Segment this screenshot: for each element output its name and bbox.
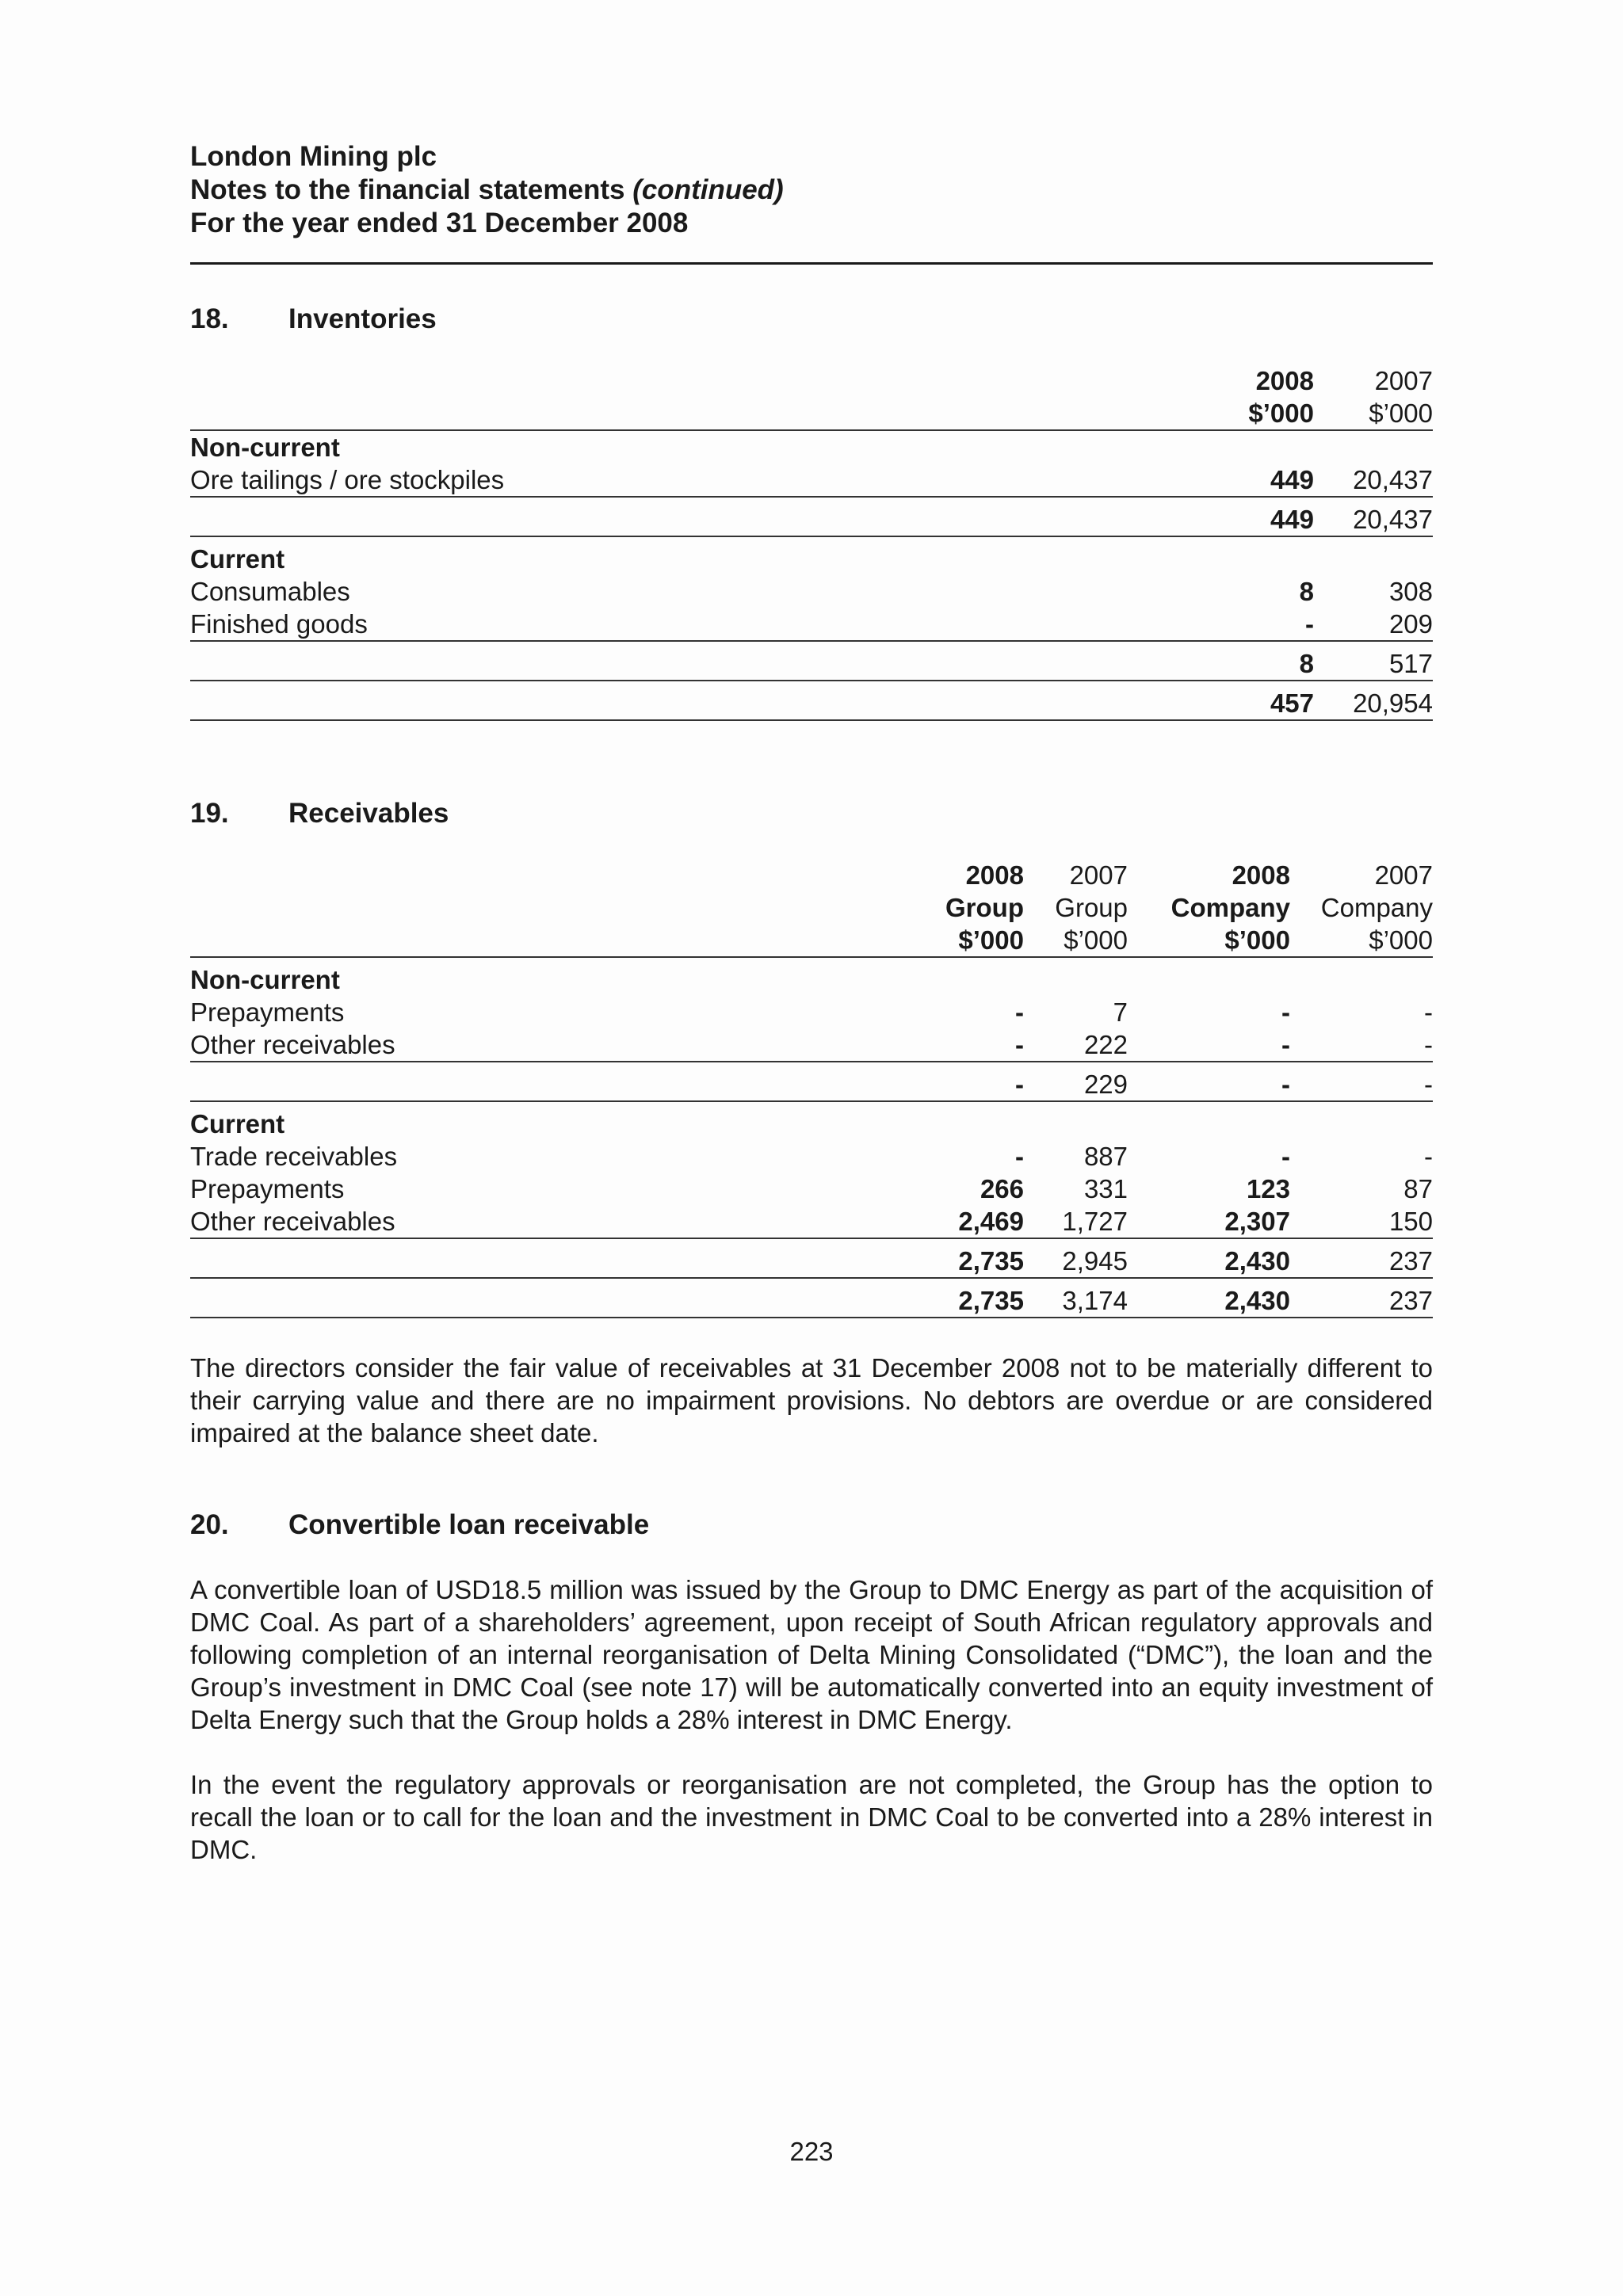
- group-label-row: [190, 536, 1433, 575]
- group-label-row: [190, 1101, 1433, 1140]
- col-header: 2008: [965, 860, 1024, 890]
- cell: 2,430: [1128, 1278, 1290, 1318]
- subtotal-row: [190, 641, 1433, 681]
- subtotal-row: [190, 1062, 1433, 1101]
- cell: -: [1015, 1142, 1024, 1171]
- col-header: 2007: [1374, 860, 1433, 890]
- group-label: Non-current: [190, 430, 1187, 463]
- cell: 150: [1388, 1207, 1433, 1236]
- cell: -: [1281, 1030, 1290, 1059]
- section-title: Receivables: [288, 798, 449, 829]
- group-label-row: [190, 430, 1433, 463]
- cell: -: [1424, 1030, 1433, 1059]
- cell: 1,727: [1062, 1207, 1128, 1236]
- table-row: [190, 1173, 1433, 1205]
- cell: 237: [1290, 1238, 1433, 1278]
- cell: 222: [1083, 1030, 1128, 1059]
- inventories-table: [190, 364, 1433, 723]
- cell: 87: [1403, 1174, 1433, 1203]
- cell: 308: [1388, 577, 1433, 606]
- row-label: Prepayments: [190, 997, 345, 1027]
- row-label: [190, 1238, 913, 1278]
- group-label: Non-current: [190, 957, 913, 996]
- cell: -: [1281, 1142, 1290, 1171]
- column-header-row: [190, 859, 1433, 891]
- section-number: 18.: [190, 303, 229, 334]
- page-number: 223: [789, 2137, 834, 2166]
- cell: 20,437: [1353, 465, 1433, 494]
- total-row: [190, 681, 1433, 720]
- col-unit: $’000: [1224, 925, 1290, 955]
- cell: 331: [1083, 1174, 1128, 1203]
- group-label: Current: [190, 536, 1187, 575]
- table-row: [190, 1140, 1433, 1173]
- table-row: [190, 1205, 1433, 1238]
- cell: 3,174: [1024, 1278, 1128, 1318]
- table-row: [190, 608, 1433, 641]
- table-row: [190, 463, 1433, 497]
- col-unit: $’000: [1369, 925, 1433, 955]
- convertible-paragraph-1: A convertible loan of USD18.5 million was issued by the Group to DMC Energy as part of the acquisition of DMC Coal. As part of a shareholders’ agreement, upon receipt of South African regulatory approvals and following completion of an internal reorganisation of Delta Mining Consolidated (“DMC”), the loan and the Group’s investment in DMC Coal (see note 17) will be automatically converted into an equity investment of Delta Energy such that the Group holds a 28% interest in DMC Energy.: [190, 1575, 1433, 1734]
- cell: -: [913, 1062, 1024, 1101]
- column-header-row: [190, 397, 1433, 430]
- convertible-title: [190, 1508, 1433, 1542]
- row-label: Trade receivables: [190, 1142, 398, 1171]
- col-header: 2007: [1374, 366, 1433, 395]
- cell: 229: [1024, 1062, 1128, 1101]
- receivables-note: The directors consider the fair value of receivables at 31 December 2008 not to be materially different to their carrying value and there are no impairment provisions. No debtors are overdue or are considered impaired at the balance sheet date.: [190, 1353, 1433, 1447]
- cell: 8: [1299, 577, 1314, 606]
- cell: 2,469: [958, 1207, 1024, 1236]
- col-unit: $’000: [1369, 399, 1433, 428]
- convertible-paragraph-2: In the event the regulatory approvals or reorganisation are not completed, the Group has the option to recall the loan or to call for the loan and the investment in DMC Coal to be converted into a 28% interest in DMC.: [190, 1770, 1433, 1864]
- section-title: Convertible loan receivable: [288, 1509, 650, 1540]
- subtotal-row: [190, 497, 1433, 536]
- section-number: 20.: [190, 1509, 229, 1540]
- receivables-title: [190, 797, 1433, 830]
- cell: -: [1290, 1062, 1433, 1101]
- row-label: Finished goods: [190, 609, 368, 639]
- col-unit: $’000: [1064, 925, 1128, 955]
- subtotal-row: [190, 1278, 1433, 1318]
- receivables-table: [190, 859, 1433, 1320]
- cell: 20,437: [1314, 497, 1433, 536]
- cell: 266: [980, 1174, 1024, 1203]
- grand-total: [190, 1278, 1433, 1318]
- cell: -: [1128, 1062, 1290, 1101]
- notes-title-text: Notes to the financial statements: [190, 174, 625, 205]
- row-label: Prepayments: [190, 1174, 345, 1203]
- inventories-title: [190, 303, 1433, 336]
- cell: 123: [1246, 1174, 1290, 1203]
- notes-title: [190, 174, 1433, 207]
- current-rows: [190, 1140, 1433, 1238]
- row-label: [190, 1062, 913, 1101]
- cell: -: [1305, 609, 1314, 639]
- cell: -: [1424, 1142, 1433, 1171]
- period: For the year ended 31 December 2008: [190, 208, 689, 238]
- cell: 2,945: [1024, 1238, 1128, 1278]
- column-header-row: [190, 364, 1433, 397]
- table-row: [190, 575, 1433, 608]
- table-row: [190, 996, 1433, 1028]
- cell: 20,954: [1314, 681, 1433, 720]
- column-header-row: [190, 891, 1433, 924]
- cell: 517: [1314, 641, 1433, 681]
- row-label: Ore tailings / ore stockpiles: [190, 465, 505, 494]
- receivables-section: [190, 797, 1433, 1449]
- company-name: London Mining plc: [190, 141, 437, 172]
- cell: 2,735: [913, 1238, 1024, 1278]
- current-total: [190, 1238, 1433, 1278]
- page-header: [190, 140, 1433, 240]
- noncurrent-total: [190, 1062, 1433, 1101]
- subtotal-row: [190, 1238, 1433, 1278]
- cell: 7: [1113, 997, 1128, 1027]
- cell: 2,307: [1224, 1207, 1290, 1236]
- row-label: [190, 1278, 913, 1318]
- col-header: 2008: [1255, 366, 1314, 395]
- row-label: Other receivables: [190, 1207, 395, 1236]
- noncurrent-rows: [190, 996, 1433, 1062]
- table-row: [190, 1028, 1433, 1062]
- header-rule: [190, 262, 1433, 265]
- row-label: Consumables: [190, 577, 350, 606]
- cell: -: [1281, 997, 1290, 1027]
- section-number: 19.: [190, 798, 229, 829]
- cell: 457: [1187, 681, 1314, 720]
- cell: 887: [1083, 1142, 1128, 1171]
- cell: -: [1424, 997, 1433, 1027]
- col-header: 2008: [1232, 860, 1290, 890]
- cell: 2,430: [1128, 1238, 1290, 1278]
- cell: 449: [1270, 465, 1314, 494]
- cell: -: [1015, 997, 1024, 1027]
- cell: 2,735: [913, 1278, 1024, 1318]
- cell: 237: [1290, 1278, 1433, 1318]
- col-unit: $’000: [958, 925, 1024, 955]
- col-entity: Company: [1170, 893, 1290, 922]
- group-label: Current: [190, 1101, 913, 1140]
- col-entity: Company: [1320, 893, 1433, 922]
- row-label: Other receivables: [190, 1030, 395, 1059]
- cell: 8: [1187, 641, 1314, 681]
- inventories-section: [190, 303, 1433, 723]
- cell: 209: [1388, 609, 1433, 639]
- group-label-row: [190, 957, 1433, 996]
- convertible-loan-section: [190, 1508, 1433, 1866]
- col-header: 2007: [1069, 860, 1128, 890]
- column-header-row: [190, 924, 1433, 957]
- section-title: Inventories: [288, 303, 437, 334]
- cell: 449: [1187, 497, 1314, 536]
- continued-label: (continued): [632, 174, 784, 205]
- col-entity: Group: [945, 893, 1024, 922]
- cell: -: [1015, 1030, 1024, 1059]
- col-unit: $’000: [1248, 399, 1314, 428]
- col-entity: Group: [1055, 893, 1128, 922]
